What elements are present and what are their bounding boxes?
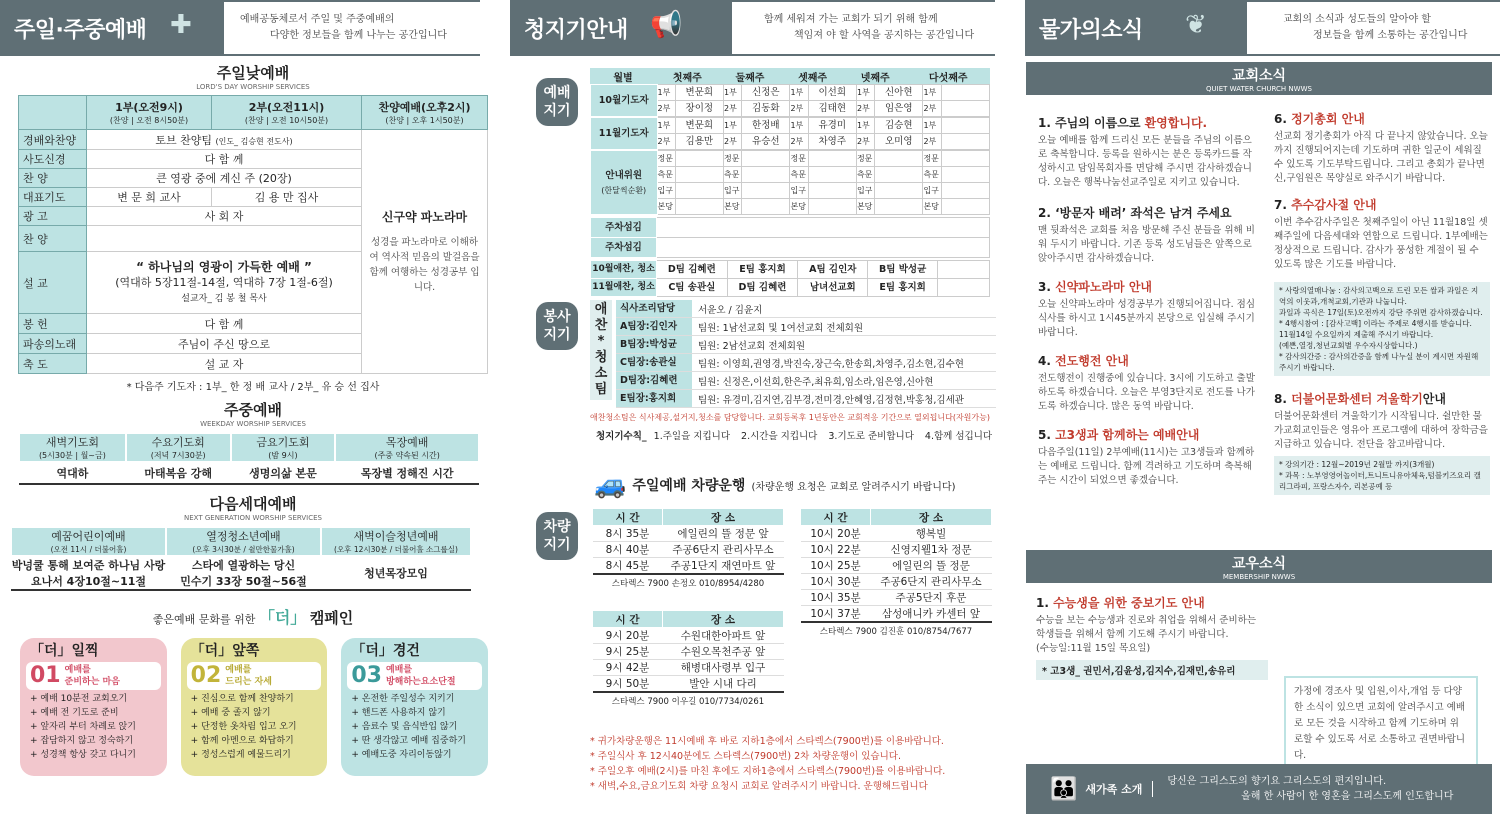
clean-team-note: 애찬청소팀은 식사제공,설거지,청소를 담당합니다. 교회등록후 1년동안은 교회적응 기간으로 열외됩니다(자원가능) bbox=[590, 413, 990, 422]
news-item: 2. ‘방문자 배려’ 좌석은 남겨 주세요 맨 뒷좌석은 교회를 처음 방문해 주신 분들을 위해 비워 두시기 바랍니다. 기존 등록 성도님들은 앞쪽으로 앉아주시면 감사하겠습니다. bbox=[1038, 206, 1255, 264]
hand-plant-icon: ❦ bbox=[1185, 10, 1207, 40]
news-item: 4. 전도행전 안내 전도행전이 진행중에 있습니다. 3시에 기도하고 출발하도록 하겠습니다. 오늘은 부영3단지로 전도를 나가도록 하겠습니다. 많은 동역 바랍니다. bbox=[1038, 354, 1255, 412]
vehicle-row: 10시 30분 주공6단지 관리사무소 bbox=[801, 574, 992, 590]
vehicle-row: 8시 35분 에일린의 뜰 정문 앞 bbox=[593, 526, 784, 542]
header-news-title: 물가의소식 bbox=[1039, 17, 1143, 43]
news-item: 1. 주님의 이름으로 환영합니다. 오늘 예배를 함께 드리신 모든 분들을 주님의 이름으로 축복합니다. 등록을 원하시는 분은 등록카드를 작성하시고 담임목회자를 면담해 주시면 감사하겠습니다. 오늘은 행복나눔선교주일로 지키고 있습니다. bbox=[1038, 116, 1252, 188]
vehicle-row: 10시 22분 신영지웰1차 정문 bbox=[801, 542, 992, 558]
campaign-list-early: + 예배 10분전 교회오기 + 예배 전 기도로 준비 + 앞자리 부터 차례로 앉기 + 잡담하지 않고 정숙하기 + 성경책 항상 갖고 다니기 bbox=[30, 694, 136, 760]
campaign-card-front: 「더」앞쪽 02 예배를 드리는 자세 + 진심으로 함께 찬양하기 + 예배 중 졸지 않기 + 단정한 옷차림 입고 오기 + 함께 아멘으로 화답하기 + 정성스럽게 예물드리기 bbox=[181, 638, 328, 776]
church-news-title: 교회소식 QUIET WATER CHURCH NWWS bbox=[1026, 62, 1492, 95]
label-worship-keeper: 예배지기 bbox=[536, 78, 578, 126]
weekday-subtitle: WEEKDAY WORSHIP SERVICES bbox=[200, 420, 306, 428]
nextgen-subtitle: NEXT GENERATION WORSHIP SERVICES bbox=[184, 514, 322, 522]
family-icon: 👪 bbox=[1050, 776, 1078, 802]
news-item: 6. 정기총회 안내 선교회 정기총회가 아직 다 끝나지 않았습니다. 오늘까지 진행되어지는데 기도하며 귀한 일군이 세워질 수 있도록 기도부탁드립니다. 그리고 총회가 끝나면 신,구임원은 목양실로 와주시기 바랍니다. bbox=[1274, 112, 1488, 184]
thanks-box: * 사랑의열매나눔 : 감사의고백으로 드린 모든 쌀과 과일은 지역의 이웃과,개척교회,기관과 나눕니다. 과일과 곡식은 17일(토)오전까지 강단 주위면 감사하겠습니다. * 4행시참여 : [감사고백] 이라는 주제로 4행시를 받습니다. 11월14일 수요일까지 제출해 주시기 바랍니다. (예쁜,열정,청년교회별 우수자시상합니다.) * 감사의간증 : 감사의간증을 함께 나누실 분이 계시면 자원해 주시기 바랍니다. bbox=[1274, 282, 1490, 376]
clean-team-list bbox=[616, 300, 996, 408]
campaign-list-front: + 진심으로 함께 찬양하기 + 예배 중 졸지 않기 + 단정한 옷차림 입고 오기 + 함께 아멘으로 화답하기 + 정성스럽게 예물드리기 bbox=[190, 694, 297, 760]
sunday-table: 1부(오전9시) (찬양 | 오전 8시50분) 2부(오전11시) (찬양 | 오전 10시50분) 찬양예배(오후2시) (찬양 | 오후 1시50분) 경배와찬양 토브 찬양팀 (인도_ 김승현 전도사) 신구약 파노라마 성경을 파노라마로 이해하여 역사적 믿음의 발걸음을 함께 여행하는 성경공부 입니다. 사도신경 다 함 께 찬 양 큰 영광 중에 계신 주 (20장) 대표기도 변 문 희 교사 김 용 만 집사 광 고 사 회 자 찬 양 설 교 “ 하나님의 영광이 가득한 예배 ” (역대하 5장11절-14절, 역대하 7장 1절-6절) 설교자_ 김 봉 철 목사 봉 헌 다 함 께 파송의노래 주님이 주신 땅으로 축 도 설 교 자 bbox=[18, 95, 488, 374]
vehicle-row: 10시 20분 행복빌 bbox=[801, 526, 992, 542]
sunday-title: 주일낮예배 bbox=[216, 64, 290, 82]
class-box: * 강의기간 : 12월~2019년 2월말 까지(3개월) * 과목 : 노부영영어놀이터,트니트니유아체육,텀블키즈요리 캘리그라피, 프랑스자수, 리본공예 등 bbox=[1274, 456, 1490, 495]
header-worship-note: 예배공동체로서 주일 및 주중예배의 다양한 정보들을 함께 나누는 공간입니다 bbox=[224, 0, 480, 56]
member-news-title: 교우소식 MEMBERSHIP NWWS bbox=[1026, 550, 1492, 583]
clean-team-row: B팀장:박성균 팀원: 2남선교회 전체회원 bbox=[616, 336, 996, 354]
weekday-table: 새벽기도회 (5시30분 | 월~금) 수요기도회 (저녁 7시30분) 금요기도회 (밤 9시) 목장예배 (주중 약속된 시간) 역대하 마태복음 강해 생명의삶 본문 목장별 정해진 시간 bbox=[18, 432, 480, 485]
vehicle-table-1: 시 간 장 소 8시 35분 에일린의 뜰 정문 앞 8시 40분 주공6단지 관리사무소 8시 45분 주공1단지 재연마트 앞 스타렉스 7900 손정오 010/8954/4280 bbox=[592, 508, 784, 590]
vehicle-row: 9시 50분 발안 시내 다리 bbox=[593, 676, 784, 693]
clean-team-row: E팀장:홍지희 팀원: 유경미,김지연,김부경,전미경,안혜영,김정현,박홍청,김세관 bbox=[616, 390, 996, 408]
sermon-title: “ 하나님의 영광이 가득한 예배 ” bbox=[136, 259, 312, 274]
news-column bbox=[1026, 62, 1492, 814]
header-worship-title: 주일·주중예배 bbox=[14, 17, 147, 43]
news-item-8: 8. 더불어문화센터 겨울학기안내 bbox=[1274, 392, 1446, 406]
vehicle-row: 8시 40분 주공6단지 관리사무소 bbox=[593, 542, 784, 558]
header-clean-note: 함께 세워져 가는 교회가 되기 위해 함께 책임져 야 할 사역을 공지하는 공간입니다 bbox=[732, 0, 995, 56]
label-service-keeper: 봉사지기 bbox=[536, 302, 578, 350]
campaign-card-pious: 「더」경건 03 예배를 방해하는요소단절 + 온전한 주일성수 지키기 + 핸드폰 사용하지 않기 + 음료수 및 음식반입 않기 + 딴 생각않고 예배 집중하기 + 예배도중 자리이동않기 bbox=[341, 638, 488, 776]
clean-team-row: 식사조리담당 서윤오 / 김윤지 bbox=[616, 300, 996, 318]
next-prayer: * 다음주 기도자 : 1부_ 한 정 배 교사 / 2부_ 유 승 선 집사 bbox=[126, 382, 380, 393]
clean-vert-label: 애 찬 * 청 소 팀 bbox=[590, 300, 612, 400]
weekday-title: 주중예배 bbox=[224, 401, 282, 419]
vehicle-row: 9시 25분 수원오목천주공 앞 bbox=[593, 644, 784, 660]
member-news: 1. 수능생을 위한 중보기도 안내 수능을 보는 수능생과 진로와 취업을 위해서 준비하는 학생들을 위해서 함께 기도해 주시기 바랍니다. (수능일:11월 15일 목요일) * 고3생_ 권민서,김윤성,김지수,김재민,송유리 bbox=[1036, 594, 1268, 680]
vehicle-row: 9시 20분 수원대한아파트 앞 bbox=[593, 628, 784, 644]
church-news-right: 6. 정기총회 안내 선교회 정기총회가 아직 다 끝나지 않았습니다. 오늘까지 진행되어지는데 기도하며 귀한 일군이 세워질 수 있도록 기도부탁드립니다. 그리고 총회가 끝나면 신,구임원은 목양실로 와주시기 바랍니다. 7. 추수감사절 안내 이번 추수감사주일은 첫째주일이 아닌 11월18일 셋째주일에 다음세대와 연합으로 드립니다. 1부예배는 정상적으로 드립니다. 감사가 풍성한 계절이 될 수 있도록 많은 기도를 바랍니다. * 사랑의열매나눔 : 감사의고백으로 드린 모든 쌀과 과일은 지역의 이웃과,개척교회,기관과 나눕니다. 과일과 곡식은 17일(토)오전까지 강단 주위면 감사하겠습니다. * 4행시참여 : [감사고백] 이라는 주제로 4행시를 받습니다. 11월14일 수요일까지 제출해 주시기 바랍니다. (예쁜,열정,청년교회별 우수자시상합니다.) * 감사의간증 : 감사의간증을 함께 나누실 분이 계시면 자원해 주시기 바랍니다. 8. 더불어문화센터 겨울학기안내 더불어문화센터 겨울학기가 시작됩니다. 쉴만한 물가교회교인들은 영유아 프로그램에 대하여 장학금을 지급하고 있습니다. 전단을 참고바랍니다. * 강의기간 : 12월~2019년 2월말 까지(3개월) * 과목 : 노부영영어놀이터,트니트니유아체육,텀블키즈요리 캘리그라피, 프랑스자수, 리본공예 등 bbox=[1274, 110, 1490, 495]
worship-column bbox=[11, 62, 488, 814]
news-item: 3. 신약파노라마 안내 오늘 신약파노라마 성경공부가 진행되어집니다. 점심식사를 하시고 1시45분까지 본당으로 입실해 주시기 바랍니다. bbox=[1038, 280, 1255, 338]
vehicle-row: 10시 37분 삼성애니카 카센터 앞 bbox=[801, 606, 992, 623]
clean-column bbox=[536, 62, 996, 814]
clean-motto: 청지기수칙_ 1.주일을 지킵니다 2.시간을 지킵니다 3.기도로 준비합니다 4.함께 섬깁니다 bbox=[596, 431, 993, 442]
campaign-cards bbox=[18, 638, 488, 776]
vehicle-row: 10시 35분 주공5단지 후문 bbox=[801, 590, 992, 606]
header-worship bbox=[0, 0, 480, 56]
nextgen-table: 예꿈어린이예배 (오전 11시 / 더불어홀) 열정청소년예배 (오후 3시30분 / 쉴만한물가홀) 새벽이슬청년예배 (오후 12시30분 / 더불어홀 소그룹실) 박넝쿨 통해 보여준 하나님 사랑 요나서 4장10절~11절 스타에 열광하는 당신 민수기 33장 50절~56절 청년목장모임 bbox=[10, 526, 472, 591]
vehicle-table-2: 시 간 장 소 9시 20분 수원대한아파트 앞 9시 25분 수원오목천주공 앞 9시 42분 해병대사령부 입구 9시 50분 발안 시내 다리 스타렉스 7900 이우길 010/7734/0261 bbox=[592, 610, 784, 708]
header-clean-title: 청지기안내 bbox=[524, 17, 628, 43]
panorama-title: 신구약 파노라마 bbox=[381, 210, 468, 224]
news-item: 7. 추수감사절 안내 이번 추수감사주일은 첫째주일이 아닌 11월18일 셋째주일에 다음세대와 연합으로 드립니다. 1부예배는 정상적으로 드립니다. 감사가 풍성한 계절이 될 수 있도록 많은 기도를 바랍니다. bbox=[1274, 198, 1488, 270]
news-item: 5. 고3생과 함께하는 예배안내 다음주일(11일) 2부예배(11시)는 고3생들과 함께하는 예배로 드립니다. 함께 격려하고 기도하며 축복해주는 시간이 되었으면 좋겠습니다. bbox=[1038, 428, 1255, 486]
student-names: * 고3생_ 권민서,김윤성,김지수,김재민,송유리 bbox=[1036, 660, 1268, 680]
prayer-month: 11월기도자 bbox=[591, 118, 658, 150]
vehicle-row: 9시 42분 해병대사령부 입구 bbox=[593, 660, 784, 676]
campaign-heading: 좋은예배 문화를 위한 「더」 캠페인 bbox=[152, 608, 354, 627]
clean-team-row: D팀장:김혜련 팀원: 신정은,이선희,한은주,최유희,임소라,임은영,신아현 bbox=[616, 372, 996, 390]
vehicle-notes: * 귀가차량운행은 11시예배 후 바로 지하1층에서 스타렉스(7900번)를 이용바랍니다. * 주일식사 후 12시40분에도 스타렉스(7900번) 2차 차량운행이 있습니다. * 주일오후 예배(2시)를 마친 후에도 지하1층에서 스타렉스(7900번)를 이용바랍니다. * 새벽,수요,금요기도회 차량 요청시 교회로 알려주시기 바랍니다. 운행해드립니다 bbox=[590, 736, 946, 792]
vehicle-heading: 🚙 주일예배 차량운행 (차량운행 요청은 교회로 알려주시기 바랍니다) bbox=[594, 470, 956, 500]
vehicle-row: 10시 25분 에일린의 뜰 정문 bbox=[801, 558, 992, 574]
nextgen-title: 다음세대예배 bbox=[209, 495, 297, 513]
panorama-text: 성경을 파노라마로 이해하여 역사적 믿음의 발걸음을 함께 여행하는 성경공부 입니다. bbox=[369, 237, 480, 293]
clean-team-row: A팀장:김인자 팀원: 1남선교회 및 1여선교회 전체회원 bbox=[616, 318, 996, 336]
prayer-table: 월별 첫째주 둘째주 셋째주 넷째주 다섯째주 bbox=[590, 68, 990, 84]
campaign-card-early: 「더」일찍 01 예배를 준비하는 마음 + 예배 10분전 교회오기 + 예배 전 기도로 준비 + 앞자리 부터 차례로 앉기 + 잡담하지 않고 정숙하기 + 성경책 항상 갖고 다니기 bbox=[20, 638, 167, 776]
notice-box: 가정에 경조사 및 입원,이사,개업 등 다양한 소식이 있으면 교회에 알려주시고 예배로 모든 것을 시작하고 함께 기도하며 위로할 수 있도록 서로 소통하고 권면바랍니다. bbox=[1284, 676, 1478, 772]
vehicle-table-3: 시 간 장 소 10시 20분 행복빌 10시 22분 신영지웰1차 정문 10시 25분 에일린의 뜰 정문 10시 30분 주공6단지 관리사무소 10시 35분 주공5단지 후문 10시 37분 삼성애니카 카센터 앞 스타렉스 7900 김진훈 010/8754/7677 bbox=[800, 508, 992, 638]
prayer-grid: 10월기도자 1부 변문희 1부 신정은 1부 이선희 1부 신아현 1부 2부 장이정 2부 김동화 2부 김태현 2부 임은영 2부 11월기도자 1부 변문희 1부 한정배 1부 유경미 1부 김승현 1부 2부 김용만 2부 유승선 2부 차영주 2부 오미영 2부 안내위원 (한달씩순환) 정문 정문 정문 정문 정문 측문 측문 측문 측문 측문 입구 입구 입구 입구 입구 본당 본당 본당 본당 본당 주차섬김 주차섬김 10월애찬, 청소 D팀 김혜련 E팀 홍지희 A팀 김인자 B팀 박성균 11월애찬, 청소 C팀 송관실 D팀 김혜련 남녀선교회 E팀 홍지희 bbox=[590, 84, 990, 297]
sunday-subtitle: LORD'S DAY WORSHIP SERVICES bbox=[196, 83, 310, 91]
prayer-month: 10월기도자 bbox=[591, 85, 658, 117]
header-news bbox=[1025, 0, 1500, 56]
label-vehicle-keeper: 차량지기 bbox=[536, 512, 578, 560]
clean-team-row: C팀장:송관실 팀원: 이영희,권영경,박진숙,장근숙,한송희,차영주,김소현,김수현 bbox=[616, 354, 996, 372]
church-news-left bbox=[1038, 114, 1260, 500]
campaign-list-pious: + 온전한 주일성수 지키기 + 핸드폰 사용하지 않기 + 음료수 및 음식반입 않기 + 딴 생각않고 예배 집중하기 + 예배도중 자리이동않기 bbox=[351, 694, 466, 760]
vehicle-row: 8시 45분 주공1단지 재연마트 앞 bbox=[593, 558, 784, 575]
footer-bar: 👪 새가족 소개 당신은 그리스도의 향기요 그리스도의 편지입니다. 올해 한 사람이 한 영혼을 그리스도께 인도합니다 bbox=[1026, 764, 1492, 814]
header-news-note: 교회의 소식과 성도들의 알아야 할 정보들을 함께 소통하는 공간입니다 bbox=[1247, 0, 1500, 56]
header-clean bbox=[510, 0, 995, 56]
megaphone-icon: 📢 bbox=[650, 10, 683, 40]
bible-icon: ✚ bbox=[170, 10, 192, 40]
car-icon: 🚙 bbox=[594, 470, 627, 500]
